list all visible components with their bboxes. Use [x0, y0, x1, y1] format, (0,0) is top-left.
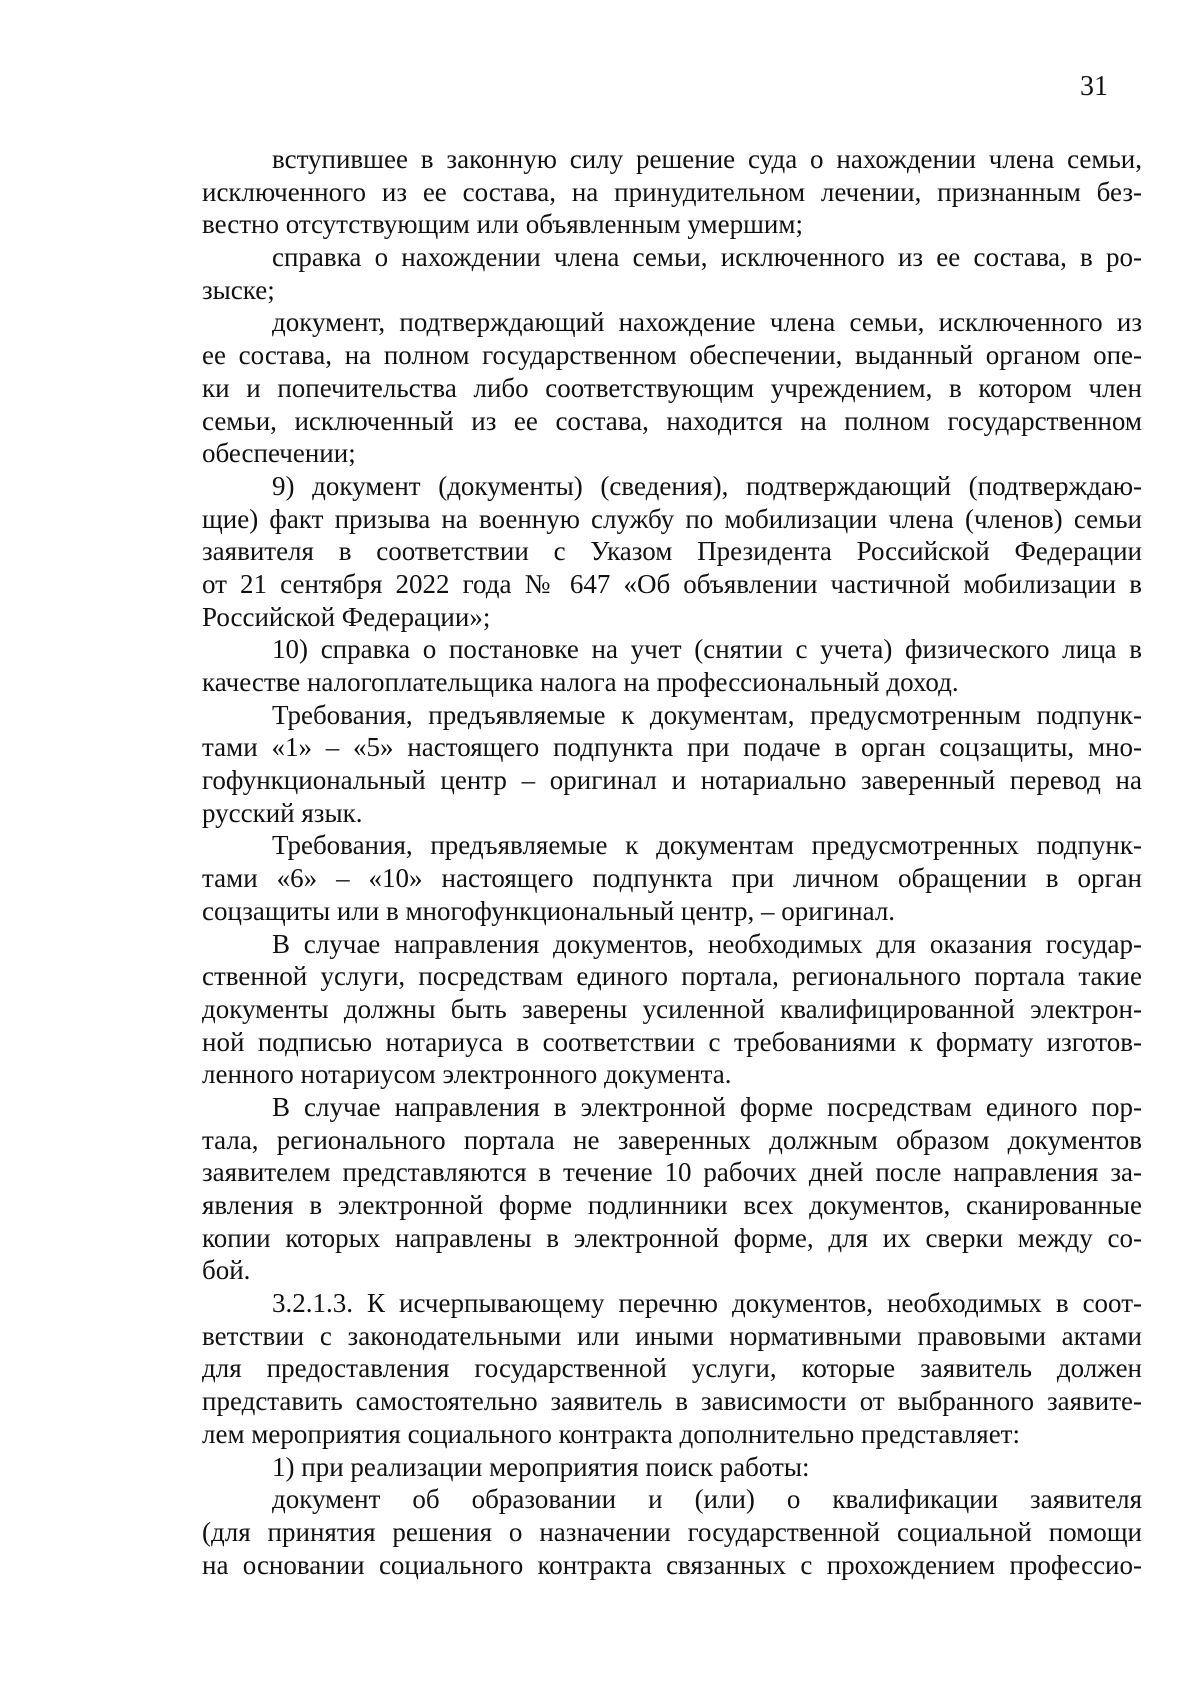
text-line: Требования, предъявляемые к документам предусмотренных подпунк- — [272, 830, 1142, 861]
text-line: 3.2.1.3. К исчерпывающему перечню документов, необходимых в соот- — [272, 1288, 1142, 1319]
text-line: тами «1» – «5» настоящего подпункта при подаче в орган соцзащиты, мно- — [202, 732, 1142, 763]
text-line: щие) факт призыва на военную службу по мобилизации члена (членов) семьи — [202, 503, 1142, 534]
text-line: зыске; — [202, 274, 275, 305]
text-line: ветствии с законодательными или иными нормативными правовыми актами — [202, 1320, 1142, 1351]
text-line: ственной услуги, посредствам единого портала, регионального портала такие — [202, 961, 1142, 992]
text-line: от 21 сентября 2022 года № 647 «Об объявлении частичной мобилизации в — [202, 568, 1142, 599]
text-line: документы должны быть заверены усиленной квалифицированной электрон- — [202, 993, 1142, 1024]
text-line: обеспечении; — [202, 438, 356, 469]
paragraph — [202, 470, 1142, 633]
paragraph — [202, 143, 1142, 241]
text-line: соцзащиты или в многофункциональный центр, – оригинал. — [202, 895, 896, 926]
text-line: русский язык. — [202, 797, 363, 828]
text-line: гофункциональный центр – оригинал и нотариально заверенный перевод на — [202, 765, 1142, 796]
text-line: качестве налогоплательщика налога на профессиональный доход. — [202, 667, 959, 697]
text-line: вестно отсутствующим или объявленным умершим; — [202, 209, 803, 240]
text-line: Российской Федерации»; — [202, 601, 491, 632]
text-line: ее состава, на полном государственном обеспечении, выданный органом опе- — [202, 340, 1142, 371]
text-line: заявителем представляются в течение 10 рабочих дней после направления за- — [202, 1157, 1142, 1188]
paragraph — [202, 1287, 1142, 1450]
paragraph — [202, 1091, 1142, 1287]
text-line: вступившее в законную силу решение суда о нахождении члена семьи, — [272, 144, 1142, 174]
text-line: ной подписью нотариуса в соответствии с требованиями к формату изготов- — [202, 1026, 1142, 1057]
paragraph — [202, 306, 1142, 469]
text-line: семьи, исключенный из ее состава, находится на полном государственном — [202, 405, 1142, 436]
text-line: В случае направления в электронной форме посредствам единого пор- — [272, 1091, 1142, 1122]
text-line: бой. — [202, 1255, 251, 1286]
paragraph — [202, 699, 1142, 830]
page-number: 31 — [1080, 71, 1108, 102]
text-line: В случае направления документов, необходимых для оказания государ- — [272, 928, 1142, 959]
text-line: 1) при реализации мероприятия поиск работы: — [272, 1451, 810, 1482]
text-line: Требования, предъявляемые к документам, предусмотренным подпунк- — [272, 699, 1142, 730]
text-line: документ об образовании и (или) о квалификации заявителя — [272, 1484, 1142, 1515]
document-body — [202, 143, 1142, 1581]
text-line: ленного нотариусом электронного документа. — [202, 1059, 732, 1090]
text-line: 10) справка о постановке на учет (снятии с учета) физического лица в — [272, 634, 1142, 665]
text-line: тала, регионального портала не заверенных должным образом документов — [202, 1124, 1142, 1155]
paragraph — [202, 241, 1142, 306]
text-line: явления в электронной форме подлинники всех документов, сканированные — [202, 1190, 1142, 1220]
text-line: копии которых направлены в электронной форме, для их сверки между со- — [202, 1222, 1142, 1253]
text-line: ки и попечительства либо соответствующим учреждением, в котором член — [202, 372, 1142, 403]
text-line: 9) документ (документы) (сведения), подтверждающий (подтверждаю- — [272, 470, 1142, 501]
paragraph — [202, 1451, 1142, 1484]
paragraph — [202, 1483, 1142, 1581]
text-line: лем мероприятия социального контракта дополнительно представляет: — [202, 1418, 1020, 1449]
text-line: для предоставления государственной услуги, которые заявитель должен — [202, 1353, 1142, 1384]
text-line: тами «6» – «10» настоящего подпункта при личном обращении в орган — [202, 863, 1142, 894]
text-line: (для принятия решения о назначении государственной социальной помощи — [202, 1516, 1142, 1547]
text-line: исключенного из ее состава, на принудительном лечении, признанным без- — [202, 176, 1142, 207]
text-line: справка о нахождении члена семьи, исключенного из ее состава, в ро- — [272, 242, 1142, 273]
text-line: заявителя в соответствии с Указом Президента Российской Федерации — [202, 536, 1142, 567]
text-line: документ, подтверждающий нахождение члена семьи, исключенного из — [272, 307, 1142, 338]
paragraph — [202, 829, 1142, 927]
text-line: на основании социального контракта связанных с прохождением профессио- — [202, 1549, 1142, 1580]
paragraph — [202, 633, 1142, 698]
text-line: представить самостоятельно заявитель в зависимости от выбранного заявите- — [202, 1386, 1142, 1417]
paragraph — [202, 928, 1142, 1091]
